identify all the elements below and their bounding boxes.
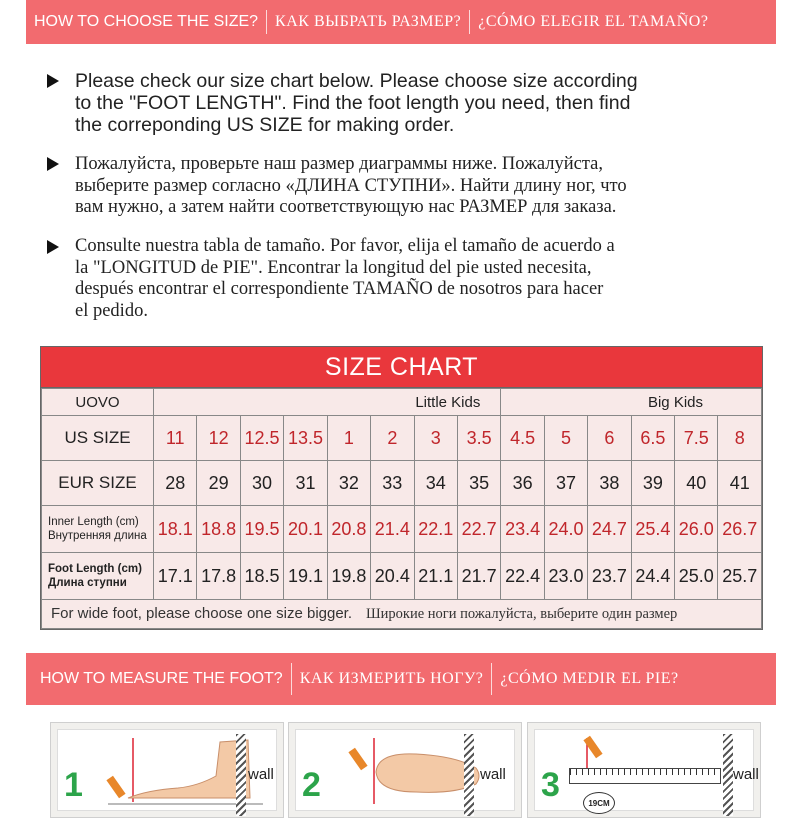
table-cell: 17.1: [154, 553, 197, 600]
table-cell: 23.4: [501, 506, 544, 553]
table-cell: 23.0: [544, 553, 587, 600]
table-cell: 24.0: [544, 506, 587, 553]
table-cell: 22.7: [457, 506, 500, 553]
measure-foot-banner: [26, 653, 776, 705]
table-cell: 20.8: [327, 506, 370, 553]
bullet-arrow-icon: [47, 240, 59, 254]
table-cell: 20.1: [284, 506, 327, 553]
table-note-row: [42, 600, 762, 629]
step-number: 3: [541, 766, 560, 804]
pencil-icon: [575, 732, 635, 772]
banner-title-ru: КАК ВЫБРАТЬ РАЗМЕР?: [275, 13, 462, 30]
table-cell: 37: [544, 461, 587, 506]
wall-icon: [464, 734, 474, 816]
table-cell: 23.7: [588, 553, 631, 600]
banner-divider: [291, 663, 292, 695]
step-number: 1: [64, 766, 83, 804]
wide-foot-note: For wide foot, please choose one size bigger. Широкие ноги пожалуйста, выберите один размер: [42, 600, 762, 629]
banner-divider: [491, 663, 492, 695]
table-cell: 26.0: [675, 506, 718, 553]
table-row-inner-length: [42, 506, 762, 553]
table-cell: 40: [675, 461, 718, 506]
table-cell: 32: [327, 461, 370, 506]
instruction-en: Please check our size chart below. Please choose size according to the "FOOT LENGTH". Find the foot length you need, then find the correponding US SIZE for making order.: [75, 70, 638, 136]
ruler-icon: [569, 768, 721, 784]
banner-divider: [469, 10, 470, 34]
table-cell: 1: [327, 416, 370, 461]
table-cell: 24.4: [631, 553, 674, 600]
table-cell: 21.1: [414, 553, 457, 600]
table-cell: 38: [588, 461, 631, 506]
size-chart: [40, 346, 763, 630]
table-group-row: [42, 389, 762, 416]
table-cell: 41: [718, 461, 762, 506]
table-cell: 18.5: [240, 553, 283, 600]
table-cell: 17.8: [197, 553, 240, 600]
table-cell: 33: [371, 461, 414, 506]
measure-step-3: [527, 722, 761, 818]
wall-label: wall: [733, 766, 759, 783]
table-cell: 11: [154, 416, 197, 461]
table-cell: 20.4: [371, 553, 414, 600]
banner-divider: [266, 10, 267, 34]
table-cell: 21.4: [371, 506, 414, 553]
wall-icon: [723, 734, 733, 816]
measure-step-1: [50, 722, 284, 818]
table-cell: 4.5: [501, 416, 544, 461]
table-cell: 8: [718, 416, 762, 461]
row-label-eur-size: EUR SIZE: [42, 461, 154, 506]
table-cell: 18.8: [197, 506, 240, 553]
table-cell: 12: [197, 416, 240, 461]
instruction-es: Consulte nuestra tabla de tamaño. Por favor, elija el tamaño de acuerdo a la "LONGITUD de PIE". Encontrar la longitud del pie usted necesita, después encontrar el correspondiente TAMAÑO de nosotros para hacer el pedido.: [75, 236, 615, 321]
bullet-arrow-icon: [47, 74, 59, 88]
banner-title-es: ¿CÓMO ELEGIR EL TAMAÑO?: [478, 13, 709, 30]
table-cell: 31: [284, 461, 327, 506]
size-chart-title: SIZE CHART: [41, 347, 762, 388]
table-cell: 3.5: [457, 416, 500, 461]
table-row-eur-size: [42, 461, 762, 506]
banner-title-en: HOW TO CHOOSE THE SIZE?: [34, 13, 259, 30]
table-row-foot-length: [42, 553, 762, 600]
banner-title-en: HOW TO MEASURE THE FOOT?: [40, 670, 283, 687]
table-cell: 25.4: [631, 506, 674, 553]
table-cell: 22.1: [414, 506, 457, 553]
table-cell: 34: [414, 461, 457, 506]
table-cell: 6.5: [631, 416, 674, 461]
table-cell: 19.5: [240, 506, 283, 553]
table-cell: 12.5: [240, 416, 283, 461]
wall-label: wall: [480, 766, 506, 783]
table-cell: 26.7: [718, 506, 762, 553]
table-cell: 2: [371, 416, 414, 461]
instruction-ru: Пожалуйста, проверьте наш размер диаграммы ниже. Пожалуйста, выберите размер согласно «ДЛИНА СТУПНИ». Найти длину ног, что вам нужно, а затем найти соответствующую нас РАЗМЕР для заказа.: [75, 154, 627, 217]
bullet-arrow-icon: [47, 157, 59, 171]
brand-cell: UOVO: [42, 389, 154, 416]
row-label-us-size: US SIZE: [42, 416, 154, 461]
table-cell: 29: [197, 461, 240, 506]
group-little-kids: Little Kids: [154, 389, 501, 416]
table-row-us-size: [42, 416, 762, 461]
table-cell: 35: [457, 461, 500, 506]
wall-label: wall: [248, 766, 274, 783]
group-big-kids: Big Kids: [501, 389, 762, 416]
banner-title-ru: КАК ИЗМЕРИТЬ НОГУ?: [299, 670, 484, 687]
table-cell: 24.7: [588, 506, 631, 553]
table-cell: 5: [544, 416, 587, 461]
table-cell: 39: [631, 461, 674, 506]
banner-title-es: ¿CÓMO MEDIR EL PIE?: [500, 670, 679, 687]
table-cell: 36: [501, 461, 544, 506]
table-cell: 21.7: [457, 553, 500, 600]
table-cell: 25.7: [718, 553, 762, 600]
row-label-foot-length: Foot Length (cm) Длина ступни: [42, 553, 154, 600]
table-cell: 30: [240, 461, 283, 506]
length-badge: 19CM: [583, 792, 615, 814]
table-cell: 6: [588, 416, 631, 461]
table-cell: 19.8: [327, 553, 370, 600]
table-cell: 19.1: [284, 553, 327, 600]
wall-icon: [236, 734, 246, 816]
choose-size-banner: [26, 0, 776, 44]
size-table: [41, 388, 762, 629]
table-cell: 22.4: [501, 553, 544, 600]
step-number: 2: [302, 766, 321, 804]
row-label-inner-length: Inner Length (cm) Внутренняя длина: [42, 506, 154, 553]
table-cell: 28: [154, 461, 197, 506]
table-cell: 3: [414, 416, 457, 461]
table-cell: 7.5: [675, 416, 718, 461]
measure-step-2: [288, 722, 522, 818]
table-cell: 13.5: [284, 416, 327, 461]
table-cell: 18.1: [154, 506, 197, 553]
table-cell: 25.0: [675, 553, 718, 600]
